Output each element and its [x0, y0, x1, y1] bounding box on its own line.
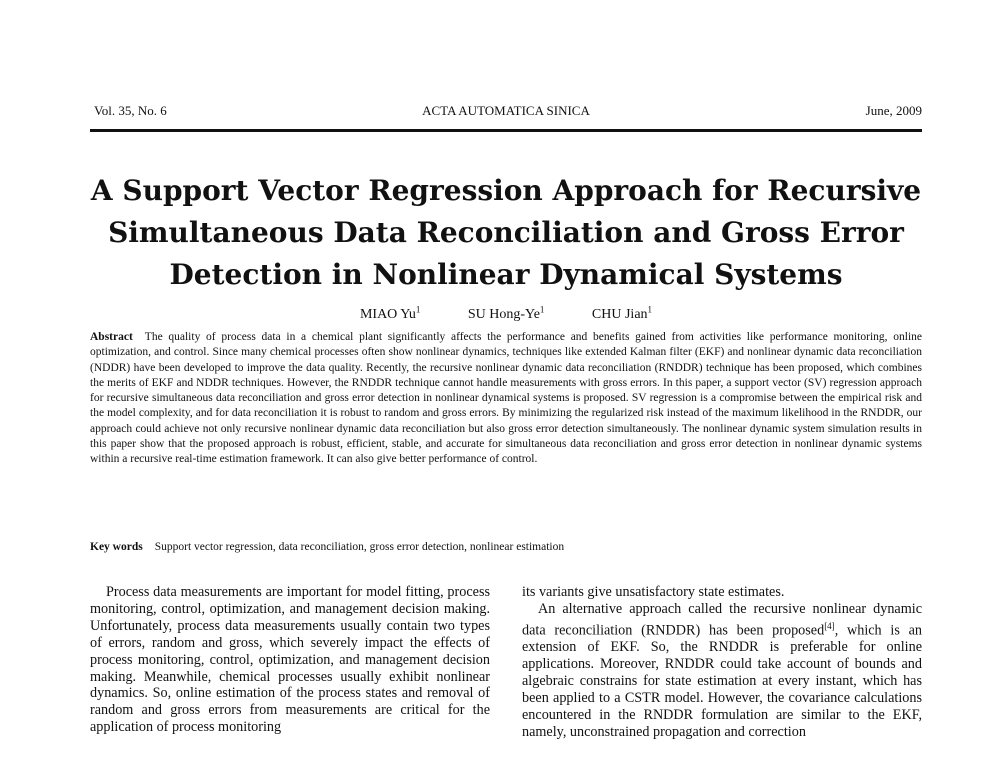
header-rule	[90, 129, 922, 132]
author-affiliation-mark: 1	[415, 304, 421, 314]
author-name: SU Hong-Ye	[467, 306, 540, 322]
abstract-label: Abstract	[90, 331, 133, 343]
author-name: CHU Jian	[591, 306, 648, 322]
journal-name: ACTA AUTOMATICA SINICA	[422, 103, 590, 118]
body-paragraph: its variants give unsatisfactory state estimates.	[522, 584, 785, 600]
paragraph-text: , which is an extension of EKF. So, the RNDDR is preferable for online applications. Moreover, RNDDR could take account of bounds and algebraic constrains for state estimation at every instant, which has been applied to a CSTR model. However, the covariance calculations encountered in the RNDDR formulation are similar to the EKF, namely, unconstrained propagation and correction	[522, 622, 922, 740]
author-affiliation-mark: 1	[647, 304, 653, 314]
body-column-left	[90, 584, 490, 760]
keywords-label: Key words	[90, 541, 143, 553]
keywords-text: Support vector regression, data reconciliation, gross error detection, nonlinear estimation	[154, 541, 565, 553]
author-list	[90, 304, 922, 323]
title-line: A Support Vector Regression Approach for Recursive	[90, 174, 922, 207]
body-paragraph	[522, 601, 922, 741]
issue-date: June, 2009	[865, 103, 922, 118]
abstract-text: The quality of process data in a chemical plant significantly affects the performance and benefits gained from activities like performance monitoring, online optimization, and control. Since many chemical processes often show nonlinear dynamics, techniques like extended Kalman filter (EKF) and nonlinear dynamic data reconciliation (NDDR) have been developed to improve the data quality. Recently, the recursive nonlinear dynamic data reconciliation (RNDDR) technique has been proposed, which combines the merits of EKF and NDDR techniques. However, the RNDDR technique cannot handle measurements with gross errors. In this paper, a support vector (SV) regression approach for recursive simultaneous data reconciliation and gross error detection in nonlinear dynamical systems is proposed. SV regression is a compromise between the empirical risk and the model complexity, and for data reconciliation it is robust to random and gross errors. By minimizing the regularized risk instead of the maximum likelihood in the RNDDR, our approach could achieve not only recursive nonlinear dynamic data reconciliation but also gross error detection simultaneously. The nonlinear dynamic system simulation results in this paper show that the proposed approach is robust, efficient, stable, and accurate for simultaneous data reconciliation and gross error detection in nonlinear dynamic systems within a recursive real-time estimation framework. It can also give better performance of control.	[90, 331, 922, 466]
author-affiliation-mark: 1	[539, 304, 545, 314]
paper-title	[80, 170, 932, 296]
body-column-right	[522, 584, 922, 760]
volume-issue: Vol. 35, No. 6	[94, 103, 167, 118]
keywords	[90, 540, 922, 555]
paragraph-text: An alternative approach called the recursive nonlinear dynamic data reconciliation (RNDDR) has been proposed	[522, 600, 922, 639]
title-line: Simultaneous Data Reconciliation and Gross Error	[108, 216, 904, 249]
author-name: MIAO Yu	[359, 306, 416, 322]
title-line: Detection in Nonlinear Dynamical Systems	[169, 258, 843, 291]
abstract	[90, 330, 922, 468]
author	[591, 304, 653, 322]
body-paragraph: Process data measurements are important for model fitting, process monitoring, control, optimization, and management decision making. Unfortunately, process data measurements usually contain two types of errors, random and gross, which severely impact the effects of process monitoring, control, optimization, and management decision making. Meanwhile, chemical processes usually exhibit nonlinear dynamics. So, online estimation of the process states and removal of random and gross errors from measurements are critical for the application of process monitoring	[90, 584, 490, 736]
citation-ref: [4]	[824, 620, 835, 631]
author	[359, 304, 421, 322]
running-header	[90, 103, 922, 123]
author	[467, 304, 545, 322]
